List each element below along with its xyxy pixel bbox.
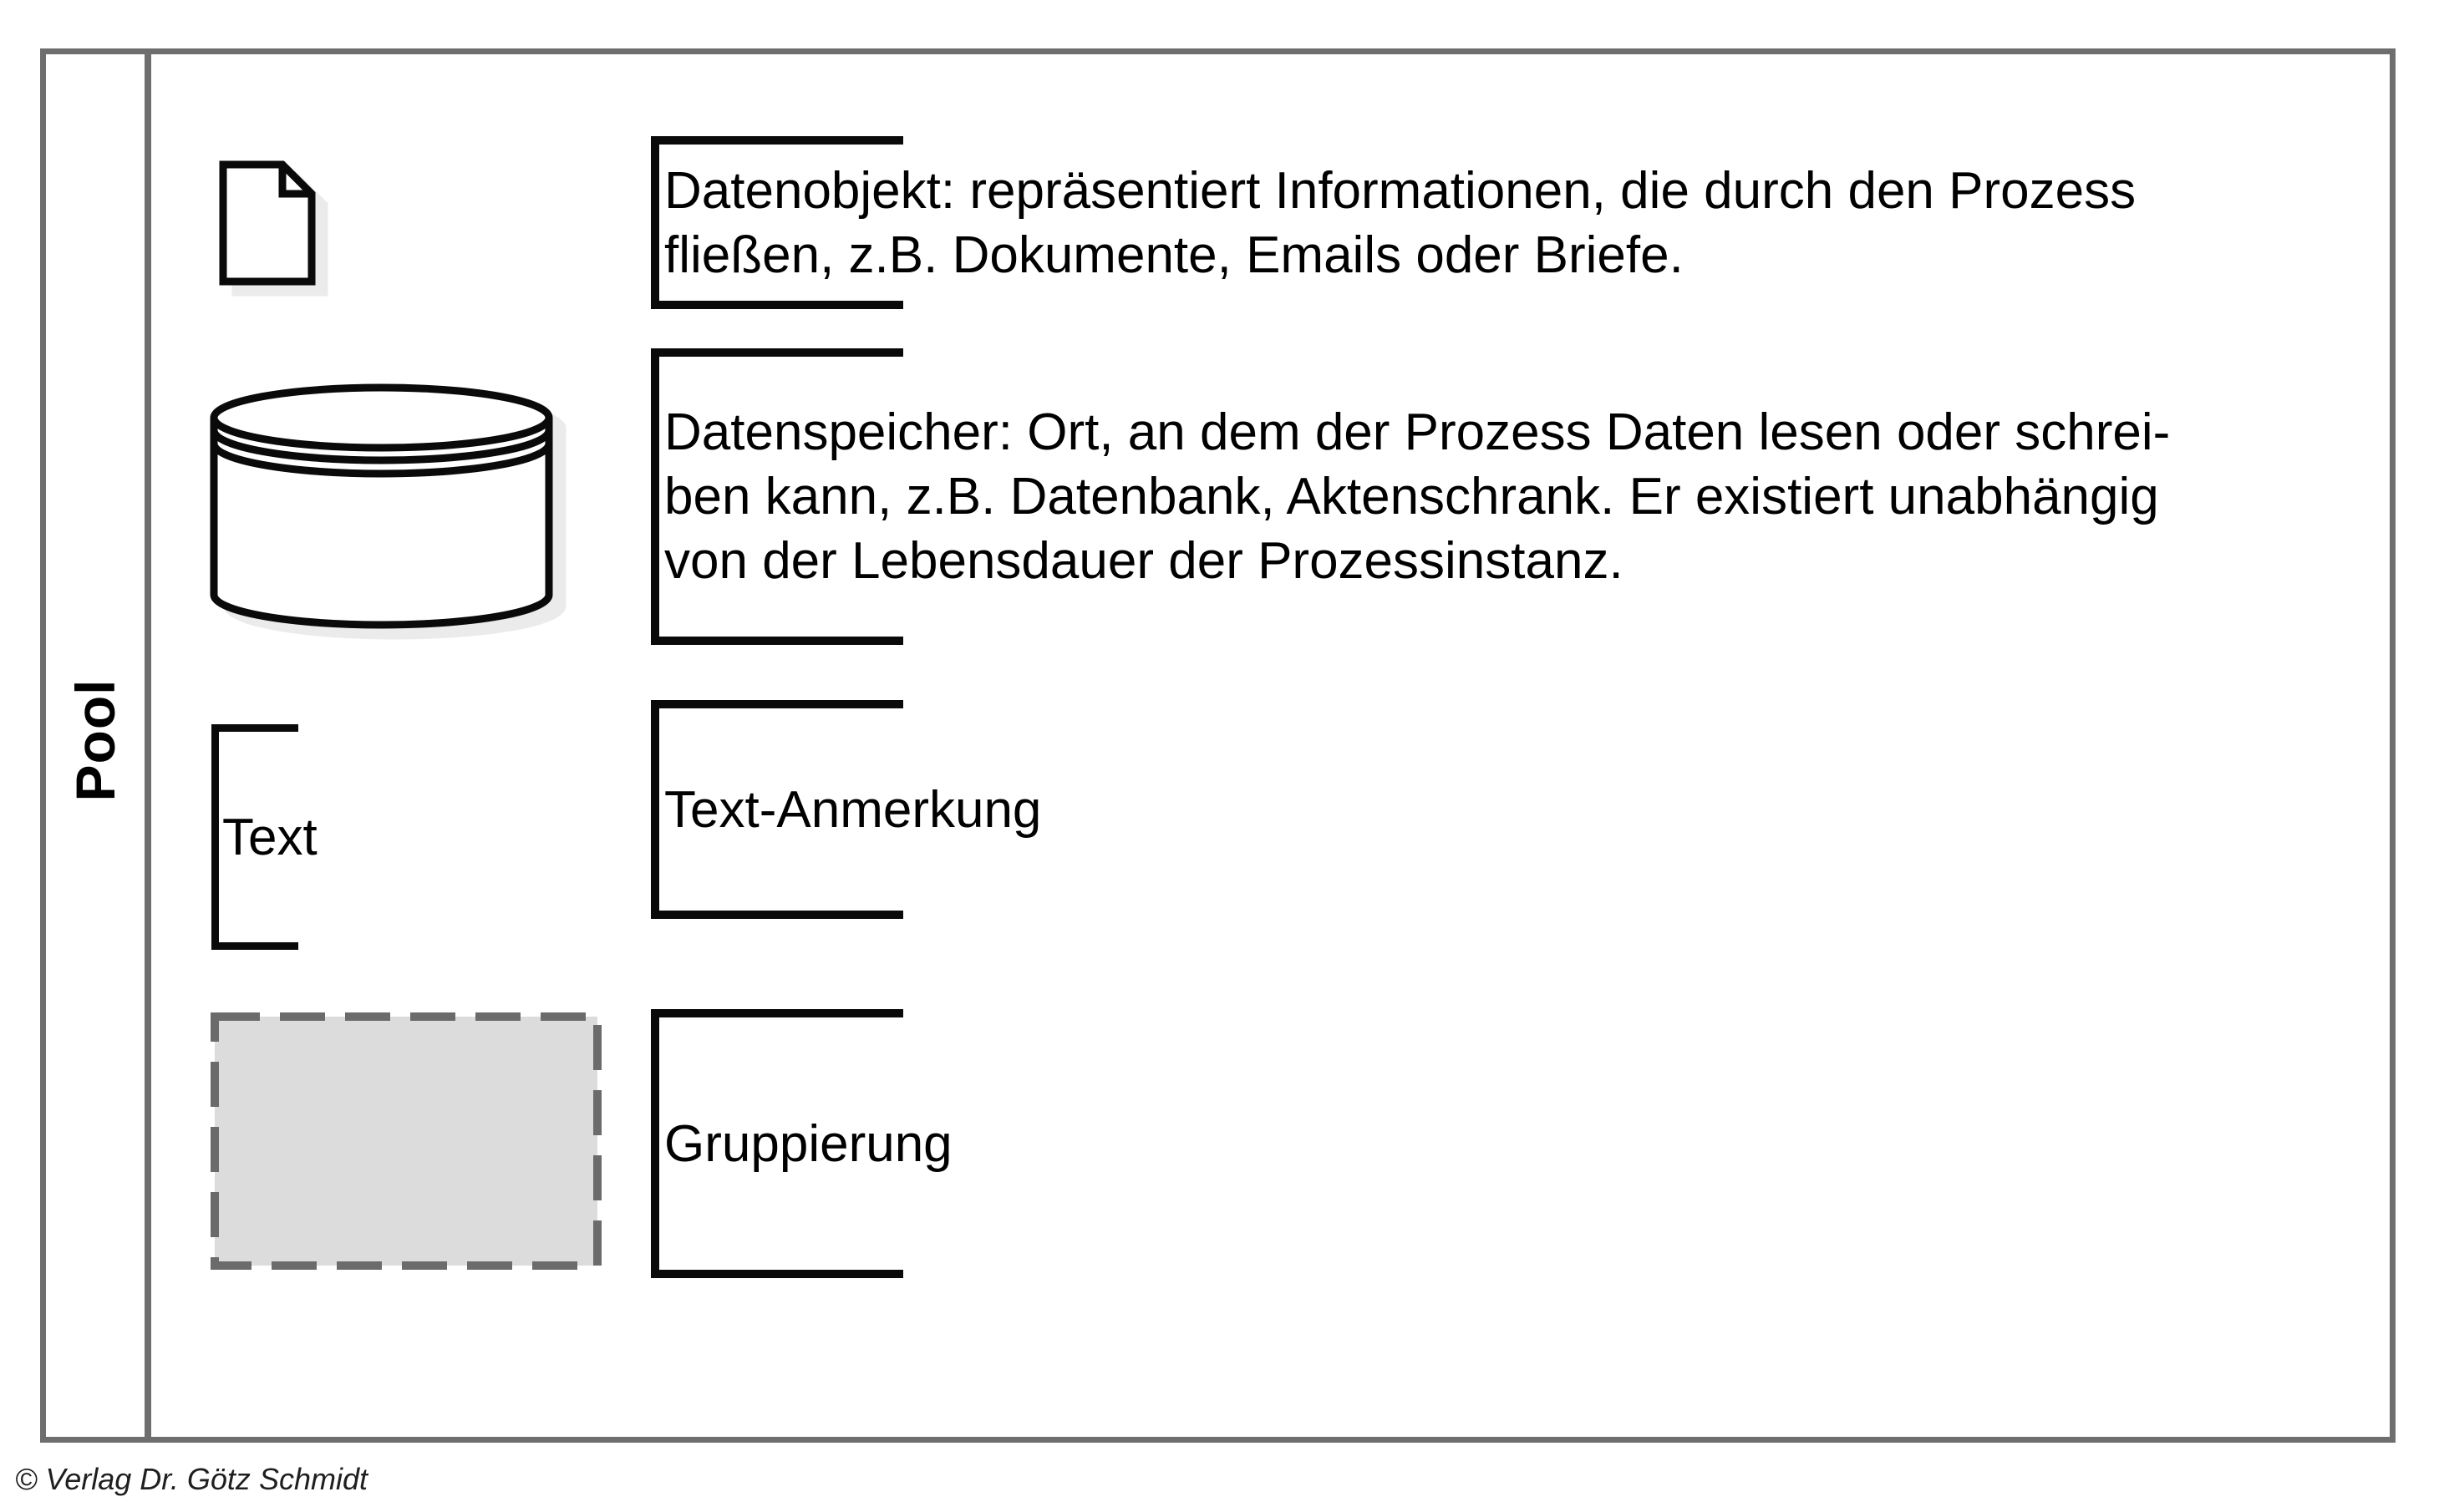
text-anmerkung-line-1: Text-Anmerkung (664, 780, 1042, 839)
text-anmerkung-description (664, 700, 1041, 919)
datenspeicher-line-1: Datenspeicher: Ort, an dem der Prozess Daten lesen oder schrei- (664, 403, 2171, 461)
datenspeicher-description (664, 348, 2170, 645)
pool-divider-line (145, 51, 151, 1438)
gruppierung-description (664, 1009, 953, 1278)
group-dashed-rectangle-icon (211, 1012, 602, 1270)
datenobjekt-line-1: Datenobjekt: repräsentiert Informationen, die durch den Prozess (664, 161, 2137, 220)
datenspeicher-line-3: von der Lebensdauer der Prozessinstanz. (664, 532, 1623, 590)
datenspeicher-line-2: ben kann, z.B. Datenbank, Aktenschrank. Er existiert unabhängig (664, 468, 2159, 525)
pool-label: Pool (64, 678, 126, 802)
data-store-cylinder-icon (209, 383, 554, 633)
data-object-document-icon (218, 160, 317, 287)
text-annotation-sample-text: Text (222, 809, 318, 866)
copyright-notice: © Verlag Dr. Götz Schmidt (15, 1462, 368, 1496)
gruppierung-line-1: Gruppierung (664, 1114, 953, 1173)
datenobjekt-line-2: fließen, z.B. Dokumente, Emails oder Briefe. (664, 226, 1684, 284)
datenobjekt-description (664, 136, 2136, 309)
